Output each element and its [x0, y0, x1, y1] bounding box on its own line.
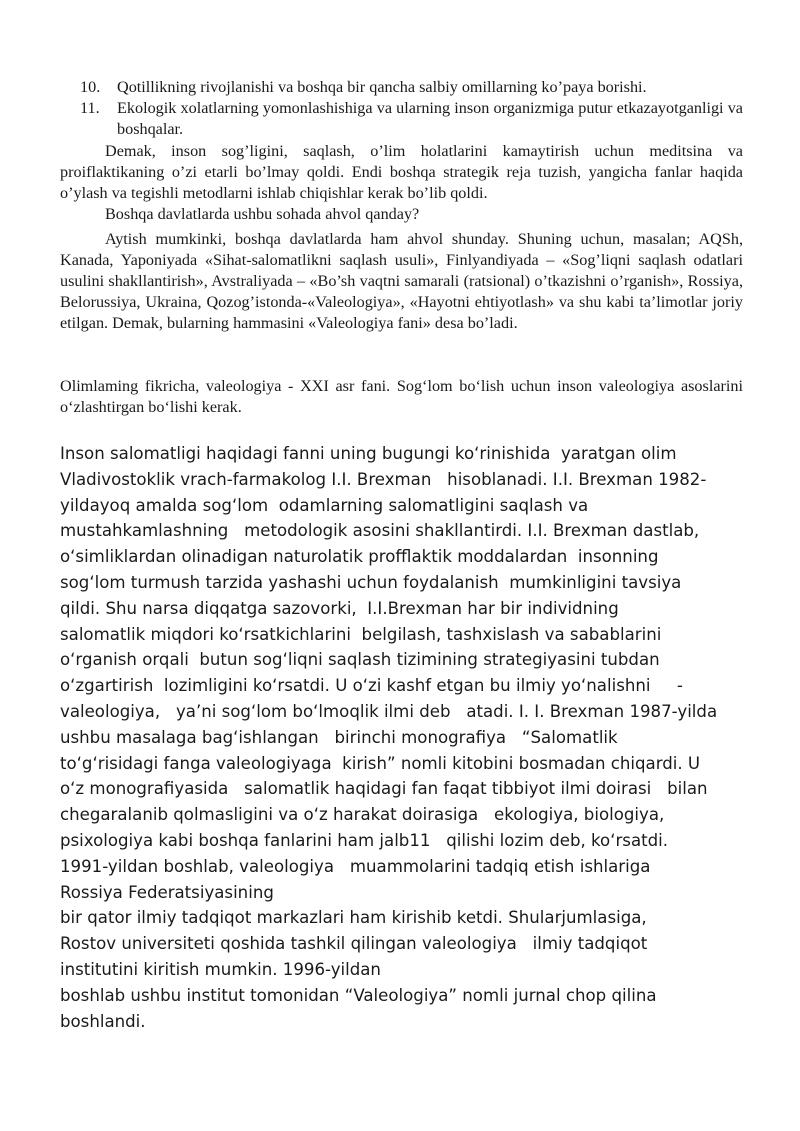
text-line: psixologiya kabi boshqa fanlarini ham jalb11 qilishi lozim deb, ko‘rsatdi.: [60, 830, 669, 850]
text-line: boshlab ushbu institut tomonidan “Valeologiya” nomli jurnal chop qilina: [60, 985, 657, 1005]
text-line: Inson salomatligi haqidagi fanni uning bugungi ko‘rinishida yaratgan olim: [60, 444, 677, 463]
paragraph-demak: Demak, inson sog’ligini, saqlash, o’lim holatlarini kamaytirish uchun meditsina va proiflaktikaning o’zi etarli bo’lmay qoldi. Endi boshqa strategik reja tuzish, yangicha fanlar haqida o’ylash va tegishli metodlarni ishlab chiqishlar kerak bo’lib qoldi.: [60, 142, 743, 202]
text-line: o‘rganish orqali butun sog‘liqni saqlash tizimining strategiyasini tubdan: [60, 650, 660, 670]
list-item-number: 11.: [80, 99, 100, 117]
text-line: mustahkamlashning metodologik asosini shakllantirdi. I.I. Brexman dastlab,: [60, 521, 700, 541]
text-line: ushbu masalaga bag‘ishlangan birinchi monografiya “Salomatlik: [60, 727, 618, 747]
text-line: qildi. Shu narsa diqqatga sazovorki, I.I.Brexman har bir individning: [60, 598, 619, 618]
text-line: 1991-yildan boshlab, valeologiya muammolarini tadqiq etish ishlariga: [60, 856, 651, 876]
text-line: bir qator ilmiy tadqiqot markazlari ham kirishib ketdi. Shularjumlasiga,: [60, 908, 647, 928]
text-line: valeologiya, ya’ni sog‘lom bo‘lmoqlik ilmi deb atadi. I. I. Brexman 1987-yilda: [60, 701, 718, 721]
paragraph-question: Boshqa davlatlarda ushbu sohada ahvol qanday?: [105, 205, 420, 223]
list-item-number: 10.: [80, 78, 101, 96]
text-line: o‘simliklardan olinadigan naturolatik profflaktik moddalardan insonning: [60, 547, 659, 567]
text-line: Rostov universiteti qoshida tashkil qilingan valeologiya ilmiy tadqiqot: [60, 934, 648, 954]
paragraph-aytish: Aytish mumkinki, boshqa davlatlarda ham ahvol shunday. Shuning uchun, masalan; AQSh, Kanada, Yaponiyada «Sihat-salomatlikni saqlash usuli», Finlyandiyada – «Sog’liqni saqlash odatlari usulini shakllantirish», Avstraliyada – «Bo’sh vaqtni samarali (ratsional) o’tkazishni o’rganish», Rossiya, Belorussiya, Ukraina, Qozog’istonda-«Valeologiya», «Hayotni ehtiyotlash» va shu kabi ta’limotlar joriy etilgan. Demak, bularning hammasini «Valeologiya fani» desa bo’ladi.: [60, 230, 743, 332]
text-line: o‘z monografiyasida salomatlik haqidagi fan faqat tibbiyot ilmi doirasi bilan: [60, 779, 708, 799]
paragraph-brexman: [60, 441, 745, 1034]
text-line: sog‘lom turmush tarzida yashashi uchun foydalanish mumkinligini tavsiya: [60, 572, 682, 592]
paragraph-olimlar: Olimlaming fikricha, valeologiya - XXI asr fani. Sog‘lom bo‘lish uchun inson valeologiya asoslarini o‘zlashtirgan bo‘lishi kerak.: [60, 377, 743, 416]
text-line: Vladivostoklik vrach-farmakolog I.I. Brexman hisoblanadi. I.I. Brexman 1982-: [60, 469, 707, 489]
list-item: [60, 77, 743, 98]
list-item-text: Ekologik xolatlarning yomonlashishiga va ularning inson organizmiga putur etkazayotganligi va boshqalar.: [117, 99, 743, 138]
list-item-text: Qotillikning rivojlanishi va boshqa bir qancha salbiy omillarning ko’paya borishi.: [117, 78, 647, 96]
text-line: to‘g‘risidagi fanga valeologiyaga kirish” nomli kitobini bosmadan chiqardi. U: [60, 753, 701, 773]
text-line: institutini kiritish mumkin. 1996-yildan: [60, 959, 381, 979]
text-line: o‘zgartirish lozimligini ko‘rsatdi. U o‘zi kashf etgan bu ilmiy yo‘nalishni -: [60, 676, 683, 696]
text-line: boshlandi.: [60, 1011, 146, 1031]
text-line: salomatlik miqdori ko‘rsatkichlarini belgilash, tashxislash va sabablarini: [60, 624, 662, 644]
text-line: Rossiya Federatsiyasining: [60, 882, 274, 902]
text-line: chegaralanib qolmasligini va o‘z harakat doirasiga ekologiya, biologiya,: [60, 805, 665, 825]
text-line: yildayoq amalda sog‘lom odamlarning salomatligini saqlash va: [60, 495, 589, 515]
list-item: [60, 98, 743, 140]
